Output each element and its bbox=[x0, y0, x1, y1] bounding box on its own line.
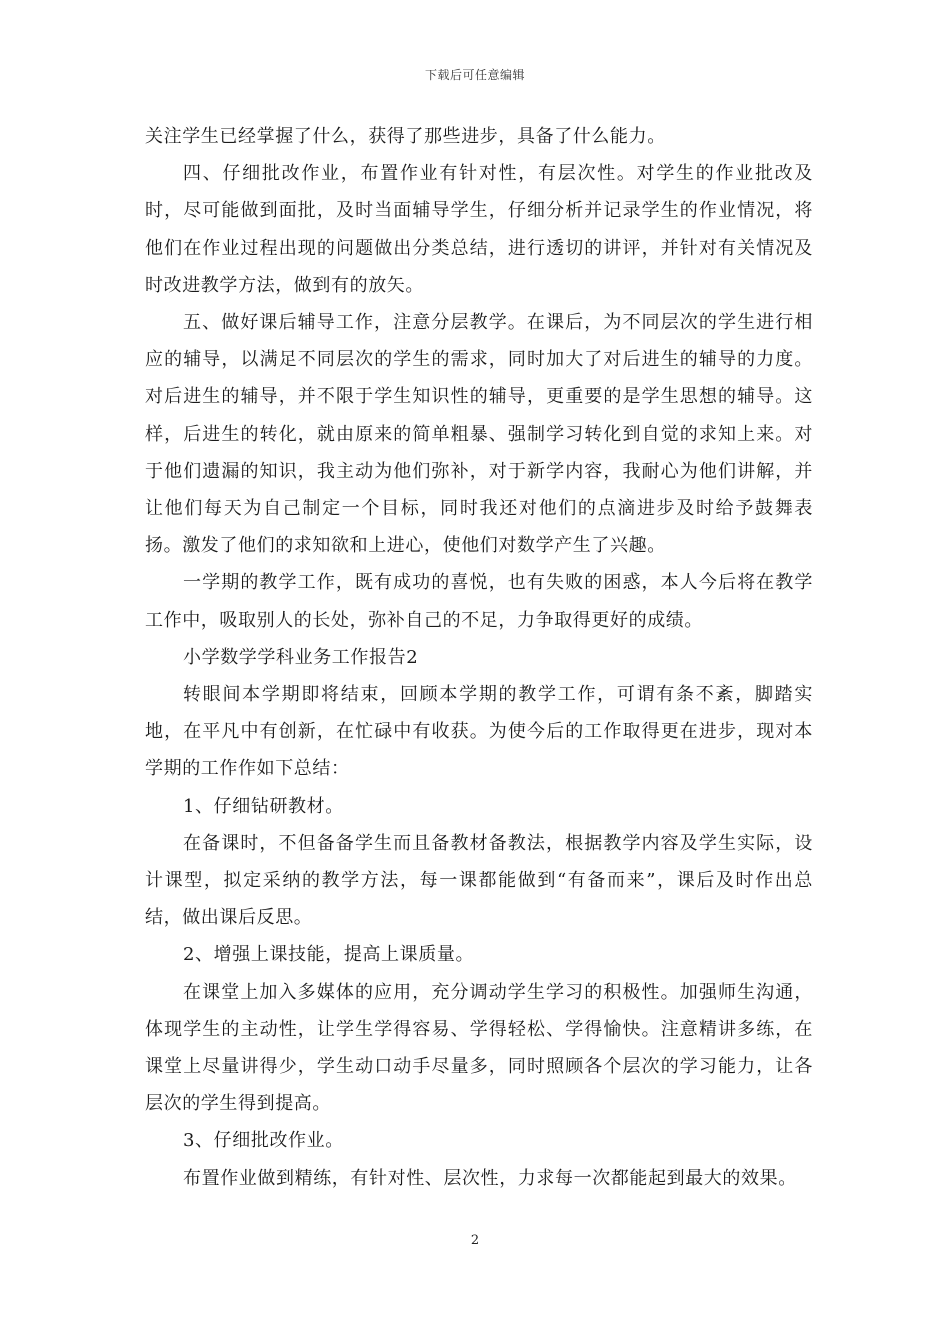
paragraph: 在备课时，不但备备学生而且备教材备教法，根据教学内容及学生实际，设计课型，拟定采纳的教学方法，每一课都能做到“有备而来”，课后及时作出总结，做出课后反思。 bbox=[145, 832, 813, 929]
paragraph: 在课堂上加入多媒体的应用，充分调动学生学习的积极性。加强师生沟通，体现学生的主动性，让学生学得容易、学得轻松、学得愉快。注意精讲多练，在课堂上尽量讲得少，学生动口动手尽量多，同时照顾各个层次的学习能力，让各层次的学生得到提高。 bbox=[145, 981, 813, 1115]
page-number: 2 bbox=[470, 1233, 480, 1248]
paragraph: 关注学生已经掌握了什么，获得了那些进步，具备了什么能力。 bbox=[145, 126, 666, 147]
paragraph: 转眼间本学期即将结束，回顾本学期的教学工作，可谓有条不紊，脚踏实地，在平凡中有创新，在忙碌中有收获。为使今后的工作取得更在进步，现对本学期的工作作如下总结： bbox=[145, 684, 813, 780]
page-header: 下载后可任意编辑 bbox=[424, 68, 525, 82]
paragraph: 四、仔细批改作业，布置作业有针对性，有层次性。对学生的作业批改及时，尽可能做到面批，及时当面辅导学生，仔细分析并记录学生的作业情况，将他们在作业过程出现的问题做出分类总结，进行透切的讲评，并针对有关情况及时改进教学方法，做到有的放矢。 bbox=[145, 163, 813, 296]
section-title: 小学数学学科业务工作报告2 bbox=[183, 646, 419, 668]
paragraph: 布置作业做到精练，有针对性、层次性，力求每一次都能起到最大的效果。 bbox=[183, 1167, 797, 1189]
list-heading: 1、仔细钻研教材。 bbox=[183, 795, 344, 817]
paragraph: 五、做好课后辅导工作，注意分层教学。在课后，为不同层次的学生进行相应的辅导，以满足不同层次的学生的需求，同时加大了对后进生的辅导的力度。对后进生的辅导，并不限于学生知识性的辅导，更重要的是学生思想的辅导。这样，后进生的转化，就由原来的简单粗暴、强制学习转化到自觉的求知上来。对于他们遗漏的知识，我主动为他们弥补，对于新学内容，我耐心为他们讲解，并让他们每天为自己制定一个目标，同时我还对他们的点滴进步及时给予鼓舞表扬。激发了他们的求知欲和上进心，使他们对数学产生了兴趣。 bbox=[145, 312, 813, 557]
paragraph: 一学期的教学工作，既有成功的喜悦，也有失败的困惑，本人今后将在教学工作中，吸取别人的长处，弥补自己的不足，力争取得更好的成绩。 bbox=[145, 572, 813, 631]
list-heading: 2、增强上课技能，提高上课质量。 bbox=[183, 944, 475, 966]
list-heading: 3、仔细批改作业。 bbox=[183, 1130, 344, 1152]
document-body bbox=[145, 118, 813, 1197]
